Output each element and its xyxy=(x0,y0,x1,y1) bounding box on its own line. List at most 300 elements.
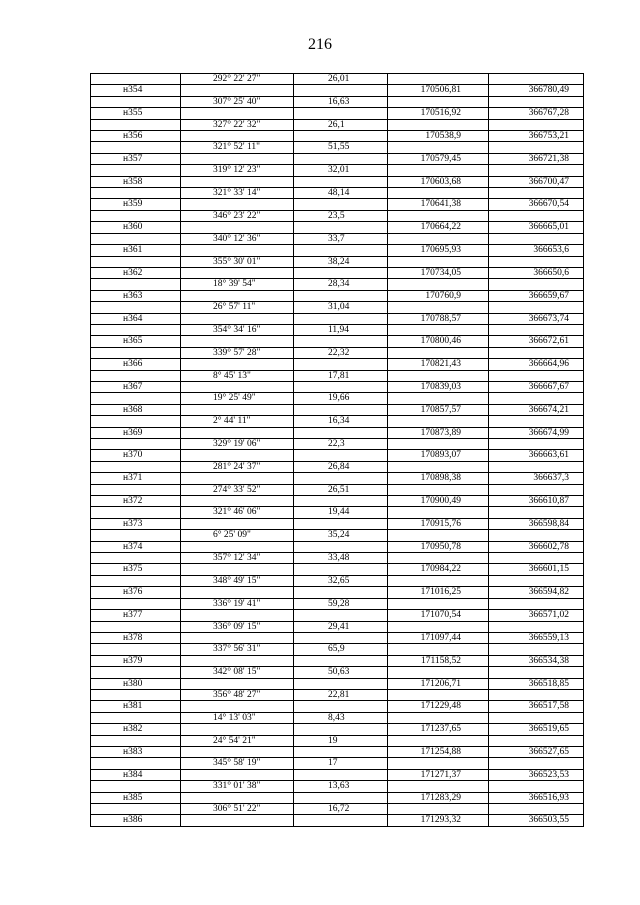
direction-angle-cell xyxy=(181,655,294,666)
table-row xyxy=(91,701,584,712)
point-name-cell xyxy=(91,119,181,130)
point-name-cell xyxy=(91,507,181,518)
point-name-cell xyxy=(91,735,181,746)
table-row xyxy=(91,427,584,438)
table-row xyxy=(91,370,584,381)
y-coordinate-cell xyxy=(489,393,584,404)
y-coordinate-cell: 366519,65 xyxy=(489,724,584,735)
point-name-cell xyxy=(91,553,181,564)
distance-cell xyxy=(294,199,388,210)
table-row xyxy=(91,804,584,815)
table-row xyxy=(91,324,584,335)
y-coordinate-cell: 366610,87 xyxy=(489,496,584,507)
y-coordinate-cell xyxy=(489,233,584,244)
direction-angle-cell: 14° 13' 03" xyxy=(181,712,294,723)
y-coordinate-cell: 366518,85 xyxy=(489,678,584,689)
distance-cell: 22,32 xyxy=(294,347,388,358)
point-name-cell xyxy=(91,165,181,176)
direction-angle-cell xyxy=(181,199,294,210)
x-coordinate-cell xyxy=(388,484,489,495)
table-row xyxy=(91,632,584,643)
table-row xyxy=(91,85,584,96)
direction-angle-cell: 18° 39' 54" xyxy=(181,279,294,290)
x-coordinate-cell: 170641,38 xyxy=(388,199,489,210)
distance-cell: 23,5 xyxy=(294,210,388,221)
x-coordinate-cell xyxy=(388,530,489,541)
point-name-cell: н370 xyxy=(91,450,181,461)
direction-angle-cell xyxy=(181,153,294,164)
direction-angle-cell xyxy=(181,792,294,803)
y-coordinate-cell: 366667,67 xyxy=(489,381,584,392)
x-coordinate-cell: 170516,92 xyxy=(388,108,489,119)
x-coordinate-cell: 171283,29 xyxy=(388,792,489,803)
point-name-cell xyxy=(91,370,181,381)
table-row xyxy=(91,336,584,347)
x-coordinate-cell: 170898,38 xyxy=(388,473,489,484)
distance-cell xyxy=(294,245,388,256)
direction-angle-cell xyxy=(181,381,294,392)
x-coordinate-cell: 171254,88 xyxy=(388,746,489,757)
y-coordinate-cell xyxy=(489,416,584,427)
table-row xyxy=(91,359,584,370)
x-coordinate-cell: 170506,81 xyxy=(388,85,489,96)
distance-cell: 28,34 xyxy=(294,279,388,290)
x-coordinate-cell xyxy=(388,461,489,472)
direction-angle-cell: 355° 30' 01" xyxy=(181,256,294,267)
distance-cell: 19,44 xyxy=(294,507,388,518)
table-row xyxy=(91,530,584,541)
direction-angle-cell xyxy=(181,496,294,507)
point-name-cell: н384 xyxy=(91,769,181,780)
direction-angle-cell xyxy=(181,564,294,575)
page-number: 216 xyxy=(308,36,332,53)
table-row xyxy=(91,210,584,221)
distance-cell xyxy=(294,450,388,461)
direction-angle-cell: 345° 58' 19" xyxy=(181,758,294,769)
distance-cell xyxy=(294,769,388,780)
table-row xyxy=(91,96,584,107)
distance-cell xyxy=(294,496,388,507)
distance-cell xyxy=(294,724,388,735)
distance-cell: 13,63 xyxy=(294,781,388,792)
point-name-cell: н358 xyxy=(91,176,181,187)
y-coordinate-cell xyxy=(489,804,584,815)
table-row xyxy=(91,233,584,244)
distance-cell xyxy=(294,632,388,643)
point-name-cell: н382 xyxy=(91,724,181,735)
x-coordinate-cell: 170734,05 xyxy=(388,267,489,278)
x-coordinate-cell: 170857,57 xyxy=(388,404,489,415)
distance-cell xyxy=(294,655,388,666)
y-coordinate-cell: 366571,02 xyxy=(489,610,584,621)
coordinates-table xyxy=(90,73,584,827)
distance-cell xyxy=(294,176,388,187)
y-coordinate-cell xyxy=(489,324,584,335)
direction-angle-cell: 340° 12' 36" xyxy=(181,233,294,244)
table-row xyxy=(91,404,584,415)
distance-cell: 16,72 xyxy=(294,804,388,815)
distance-cell xyxy=(294,381,388,392)
y-coordinate-cell xyxy=(489,165,584,176)
y-coordinate-cell xyxy=(489,553,584,564)
y-coordinate-cell xyxy=(489,621,584,632)
point-name-cell: н356 xyxy=(91,131,181,142)
x-coordinate-cell: 170664,22 xyxy=(388,222,489,233)
y-coordinate-cell: 366665,01 xyxy=(489,222,584,233)
point-name-cell: н376 xyxy=(91,587,181,598)
direction-angle-cell: 19° 25' 49" xyxy=(181,393,294,404)
point-name-cell: н380 xyxy=(91,678,181,689)
table-row xyxy=(91,746,584,757)
y-coordinate-cell xyxy=(489,302,584,313)
table-row xyxy=(91,735,584,746)
distance-cell: 22,81 xyxy=(294,689,388,700)
y-coordinate-cell xyxy=(489,279,584,290)
x-coordinate-cell: 170821,43 xyxy=(388,359,489,370)
x-coordinate-cell: 170538,9 xyxy=(388,131,489,142)
point-name-cell: н364 xyxy=(91,313,181,324)
table-row xyxy=(91,256,584,267)
x-coordinate-cell xyxy=(388,507,489,518)
point-name-cell: н354 xyxy=(91,85,181,96)
distance-cell: 33,7 xyxy=(294,233,388,244)
direction-angle-cell xyxy=(181,746,294,757)
direction-angle-cell xyxy=(181,632,294,643)
direction-angle-cell: 321° 46' 06" xyxy=(181,507,294,518)
x-coordinate-cell: 170873,89 xyxy=(388,427,489,438)
y-coordinate-cell: 366767,28 xyxy=(489,108,584,119)
point-name-cell xyxy=(91,210,181,221)
point-name-cell xyxy=(91,461,181,472)
table-row xyxy=(91,416,584,427)
x-coordinate-cell xyxy=(388,416,489,427)
distance-cell: 26,1 xyxy=(294,119,388,130)
point-name-cell xyxy=(91,575,181,586)
point-name-cell: н385 xyxy=(91,792,181,803)
distance-cell: 19,66 xyxy=(294,393,388,404)
table-row xyxy=(91,667,584,678)
table-row xyxy=(91,222,584,233)
x-coordinate-cell xyxy=(388,188,489,199)
x-coordinate-cell xyxy=(388,370,489,381)
direction-angle-cell: 306° 51' 22" xyxy=(181,804,294,815)
y-coordinate-cell: 366659,67 xyxy=(489,290,584,301)
table-row xyxy=(91,473,584,484)
direction-angle-cell xyxy=(181,701,294,712)
x-coordinate-cell xyxy=(388,119,489,130)
x-coordinate-cell: 170950,78 xyxy=(388,541,489,552)
table-row xyxy=(91,610,584,621)
point-name-cell: н369 xyxy=(91,427,181,438)
direction-angle-cell xyxy=(181,427,294,438)
y-coordinate-cell: 366672,61 xyxy=(489,336,584,347)
table-row xyxy=(91,439,584,450)
distance-cell: 32,01 xyxy=(294,165,388,176)
direction-angle-cell xyxy=(181,267,294,278)
y-coordinate-cell xyxy=(489,484,584,495)
direction-angle-cell: 329° 19' 06" xyxy=(181,439,294,450)
point-name-cell: н363 xyxy=(91,290,181,301)
table-row xyxy=(91,142,584,153)
direction-angle-cell: 281° 24' 37" xyxy=(181,461,294,472)
y-coordinate-cell: 366594,82 xyxy=(489,587,584,598)
y-coordinate-cell: 366663,61 xyxy=(489,450,584,461)
x-coordinate-cell: 171097,44 xyxy=(388,632,489,643)
x-coordinate-cell: 170579,45 xyxy=(388,153,489,164)
x-coordinate-cell xyxy=(388,324,489,335)
table-row xyxy=(91,153,584,164)
x-coordinate-cell xyxy=(388,667,489,678)
y-coordinate-cell xyxy=(489,188,584,199)
direction-angle-cell xyxy=(181,336,294,347)
y-coordinate-cell xyxy=(489,758,584,769)
point-name-cell: н359 xyxy=(91,199,181,210)
y-coordinate-cell: 366670,54 xyxy=(489,199,584,210)
direction-angle-cell: 342° 08' 15" xyxy=(181,667,294,678)
table-row xyxy=(91,598,584,609)
table-row xyxy=(91,781,584,792)
table-row xyxy=(91,815,584,826)
y-coordinate-cell xyxy=(489,461,584,472)
y-coordinate-cell xyxy=(489,575,584,586)
table-row xyxy=(91,553,584,564)
distance-cell xyxy=(294,108,388,119)
distance-cell xyxy=(294,85,388,96)
x-coordinate-cell: 171271,37 xyxy=(388,769,489,780)
x-coordinate-cell xyxy=(388,735,489,746)
table-row xyxy=(91,347,584,358)
distance-cell xyxy=(294,518,388,529)
distance-cell xyxy=(294,359,388,370)
x-coordinate-cell: 170839,03 xyxy=(388,381,489,392)
direction-angle-cell xyxy=(181,473,294,484)
table-row xyxy=(91,587,584,598)
distance-cell: 17,81 xyxy=(294,370,388,381)
point-name-cell: н355 xyxy=(91,108,181,119)
point-name-cell xyxy=(91,347,181,358)
x-coordinate-cell xyxy=(388,165,489,176)
y-coordinate-cell xyxy=(489,347,584,358)
point-name-cell xyxy=(91,233,181,244)
x-coordinate-cell: 170915,76 xyxy=(388,518,489,529)
x-coordinate-cell xyxy=(388,279,489,290)
table-row xyxy=(91,74,584,85)
y-coordinate-cell: 366664,96 xyxy=(489,359,584,370)
distance-cell: 26,01 xyxy=(294,74,388,85)
direction-angle-cell: 274° 33' 52" xyxy=(181,484,294,495)
distance-cell xyxy=(294,336,388,347)
y-coordinate-cell: 366650,6 xyxy=(489,267,584,278)
table-row xyxy=(91,165,584,176)
direction-angle-cell xyxy=(181,108,294,119)
point-name-cell xyxy=(91,439,181,450)
x-coordinate-cell xyxy=(388,621,489,632)
x-coordinate-cell xyxy=(388,233,489,244)
table-row xyxy=(91,176,584,187)
point-name-cell: н366 xyxy=(91,359,181,370)
table-row xyxy=(91,758,584,769)
table-row xyxy=(91,108,584,119)
x-coordinate-cell: 170900,49 xyxy=(388,496,489,507)
distance-cell xyxy=(294,746,388,757)
x-coordinate-cell xyxy=(388,142,489,153)
x-coordinate-cell: 170800,46 xyxy=(388,336,489,347)
direction-angle-cell xyxy=(181,815,294,826)
point-name-cell xyxy=(91,530,181,541)
distance-cell: 31,04 xyxy=(294,302,388,313)
x-coordinate-cell xyxy=(388,74,489,85)
point-name-cell xyxy=(91,142,181,153)
table-row xyxy=(91,290,584,301)
table-row xyxy=(91,724,584,735)
table-row xyxy=(91,188,584,199)
distance-cell xyxy=(294,222,388,233)
point-name-cell xyxy=(91,188,181,199)
table-row xyxy=(91,575,584,586)
distance-cell: 26,51 xyxy=(294,484,388,495)
direction-angle-cell: 321° 33' 14" xyxy=(181,188,294,199)
point-name-cell: н372 xyxy=(91,496,181,507)
direction-angle-cell xyxy=(181,313,294,324)
point-name-cell xyxy=(91,279,181,290)
y-coordinate-cell xyxy=(489,370,584,381)
point-name-cell: н362 xyxy=(91,267,181,278)
y-coordinate-cell: 366700,47 xyxy=(489,176,584,187)
y-coordinate-cell xyxy=(489,439,584,450)
direction-angle-cell: 331° 01' 38" xyxy=(181,781,294,792)
y-coordinate-cell: 366753,21 xyxy=(489,131,584,142)
y-coordinate-cell xyxy=(489,210,584,221)
direction-angle-cell xyxy=(181,450,294,461)
distance-cell: 22,3 xyxy=(294,439,388,450)
point-name-cell xyxy=(91,302,181,313)
x-coordinate-cell xyxy=(388,553,489,564)
distance-cell: 32,65 xyxy=(294,575,388,586)
table-row xyxy=(91,541,584,552)
x-coordinate-cell xyxy=(388,644,489,655)
direction-angle-cell: 6° 25' 09" xyxy=(181,530,294,541)
point-name-cell xyxy=(91,598,181,609)
direction-angle-cell xyxy=(181,359,294,370)
point-name-cell: н361 xyxy=(91,245,181,256)
x-coordinate-cell: 171206,71 xyxy=(388,678,489,689)
point-name-cell: н367 xyxy=(91,381,181,392)
y-coordinate-cell xyxy=(489,74,584,85)
table-row xyxy=(91,450,584,461)
x-coordinate-cell: 171070,54 xyxy=(388,610,489,621)
x-coordinate-cell: 171158,52 xyxy=(388,655,489,666)
y-coordinate-cell: 366516,93 xyxy=(489,792,584,803)
y-coordinate-cell xyxy=(489,96,584,107)
distance-cell xyxy=(294,131,388,142)
distance-cell xyxy=(294,313,388,324)
direction-angle-cell: 319° 12' 23" xyxy=(181,165,294,176)
distance-cell xyxy=(294,815,388,826)
y-coordinate-cell: 366674,99 xyxy=(489,427,584,438)
y-coordinate-cell xyxy=(489,119,584,130)
direction-angle-cell: 346° 23' 22" xyxy=(181,210,294,221)
x-coordinate-cell xyxy=(388,96,489,107)
y-coordinate-cell xyxy=(489,644,584,655)
y-coordinate-cell: 366674,21 xyxy=(489,404,584,415)
point-name-cell: н371 xyxy=(91,473,181,484)
x-coordinate-cell xyxy=(388,439,489,450)
table-row xyxy=(91,496,584,507)
direction-angle-cell: 292° 22' 27" xyxy=(181,74,294,85)
distance-cell xyxy=(294,564,388,575)
distance-cell: 16,34 xyxy=(294,416,388,427)
point-name-cell xyxy=(91,96,181,107)
y-coordinate-cell: 366673,74 xyxy=(489,313,584,324)
direction-angle-cell xyxy=(181,587,294,598)
distance-cell xyxy=(294,473,388,484)
y-coordinate-cell xyxy=(489,142,584,153)
x-coordinate-cell: 171016,25 xyxy=(388,587,489,598)
x-coordinate-cell xyxy=(388,781,489,792)
direction-angle-cell: 321° 52' 11" xyxy=(181,142,294,153)
y-coordinate-cell: 366598,84 xyxy=(489,518,584,529)
distance-cell: 29,41 xyxy=(294,621,388,632)
distance-cell xyxy=(294,267,388,278)
table-row xyxy=(91,678,584,689)
point-name-cell xyxy=(91,712,181,723)
direction-angle-cell: 26° 57' 11" xyxy=(181,302,294,313)
point-name-cell xyxy=(91,416,181,427)
x-coordinate-cell xyxy=(388,347,489,358)
distance-cell: 26,84 xyxy=(294,461,388,472)
point-name-cell: н379 xyxy=(91,655,181,666)
point-name-cell xyxy=(91,393,181,404)
point-name-cell xyxy=(91,758,181,769)
distance-cell xyxy=(294,610,388,621)
direction-angle-cell: 356° 48' 27" xyxy=(181,689,294,700)
y-coordinate-cell xyxy=(489,689,584,700)
table-row xyxy=(91,119,584,130)
distance-cell: 16,63 xyxy=(294,96,388,107)
x-coordinate-cell xyxy=(388,393,489,404)
distance-cell: 8,43 xyxy=(294,712,388,723)
y-coordinate-cell xyxy=(489,530,584,541)
table-row xyxy=(91,461,584,472)
distance-cell: 51,55 xyxy=(294,142,388,153)
direction-angle-cell xyxy=(181,131,294,142)
direction-angle-cell xyxy=(181,404,294,415)
distance-cell xyxy=(294,792,388,803)
point-name-cell xyxy=(91,804,181,815)
direction-angle-cell: 2° 44' 11" xyxy=(181,416,294,427)
y-coordinate-cell: 366503,55 xyxy=(489,815,584,826)
x-coordinate-cell xyxy=(388,575,489,586)
y-coordinate-cell xyxy=(489,712,584,723)
x-coordinate-cell xyxy=(388,712,489,723)
point-name-cell xyxy=(91,484,181,495)
table-row xyxy=(91,313,584,324)
x-coordinate-cell xyxy=(388,210,489,221)
x-coordinate-cell xyxy=(388,256,489,267)
distance-cell xyxy=(294,153,388,164)
distance-cell xyxy=(294,290,388,301)
direction-angle-cell xyxy=(181,724,294,735)
table-row xyxy=(91,484,584,495)
table-row xyxy=(91,644,584,655)
table-row xyxy=(91,621,584,632)
point-name-cell: н378 xyxy=(91,632,181,643)
direction-angle-cell: 307° 25' 40" xyxy=(181,96,294,107)
point-name-cell: н377 xyxy=(91,610,181,621)
distance-cell: 48,14 xyxy=(294,188,388,199)
direction-angle-cell xyxy=(181,541,294,552)
x-coordinate-cell xyxy=(388,598,489,609)
